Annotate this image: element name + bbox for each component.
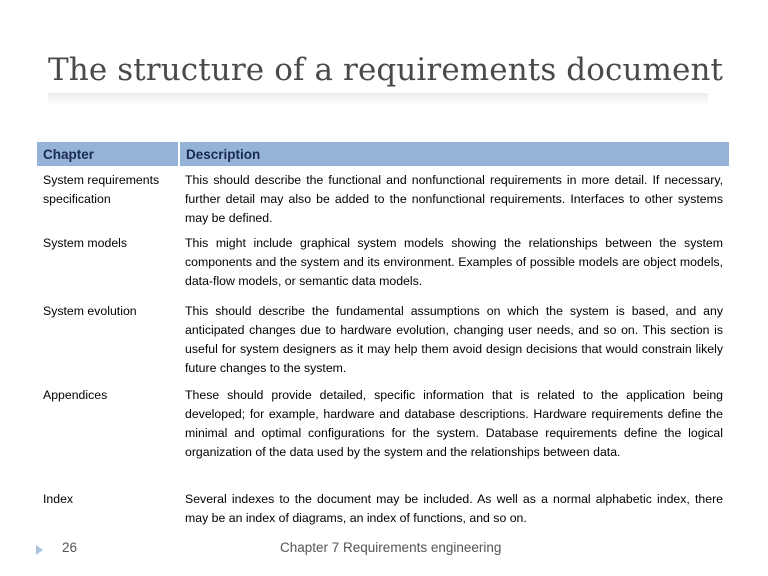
description-cell: Several indexes to the document may be included. As well as a normal alphabetic index, there may be an index of diagrams, an index of functions, and so on. (185, 492, 723, 525)
footer-chapter-text: Chapter 7 Requirements engineering (280, 540, 502, 555)
description-cell: This should describe the functional and nonfunctional requirements in more detail. If necessary, further detail may also be added to the nonfunctional requirements. Interfaces to other systems may be defined. (185, 173, 723, 225)
page-number: 26 (62, 540, 78, 555)
requirements-table-container (37, 142, 729, 530)
header-description: Description (179, 142, 729, 166)
chapter-cell: System evolution (43, 304, 137, 318)
requirements-table (37, 142, 729, 530)
chapter-cell: Index (43, 492, 74, 506)
table-row (37, 487, 729, 530)
table-header-row (37, 142, 729, 166)
slide-title: The structure of a requirements document (48, 52, 724, 88)
description-cell: These should provide detailed, specific information that is related to the application being developed; for example, hardware and database descriptions. Hardware requirements define the minimal and optimal configurations for the system. Database requirements define the logical organization of the data used by the system and the relationships between data. (185, 388, 723, 459)
table-row (37, 296, 729, 382)
header-chapter: Chapter (37, 142, 179, 166)
table-row (37, 382, 729, 487)
description-cell: This might include graphical system models showing the relationships between the system components and the system and its environment. Examples of possible models are object models, data-flow models, or semantic data models. (185, 236, 723, 288)
footer-arrow-icon (36, 545, 43, 555)
chapter-cell: System requirements specification (43, 173, 160, 206)
table-row (37, 166, 729, 228)
chapter-cell: System models (43, 236, 128, 250)
chapter-cell: Appendices (43, 388, 108, 402)
table-row (37, 228, 729, 296)
description-cell: This should describe the fundamental assumptions on which the system is based, and any anticipated changes due to hardware evolution, changing user needs, and so on. This section is useful for system designers as it may help them avoid design decisions that would constrain likely future changes to the system. (185, 304, 723, 375)
title-reflection (48, 93, 708, 105)
